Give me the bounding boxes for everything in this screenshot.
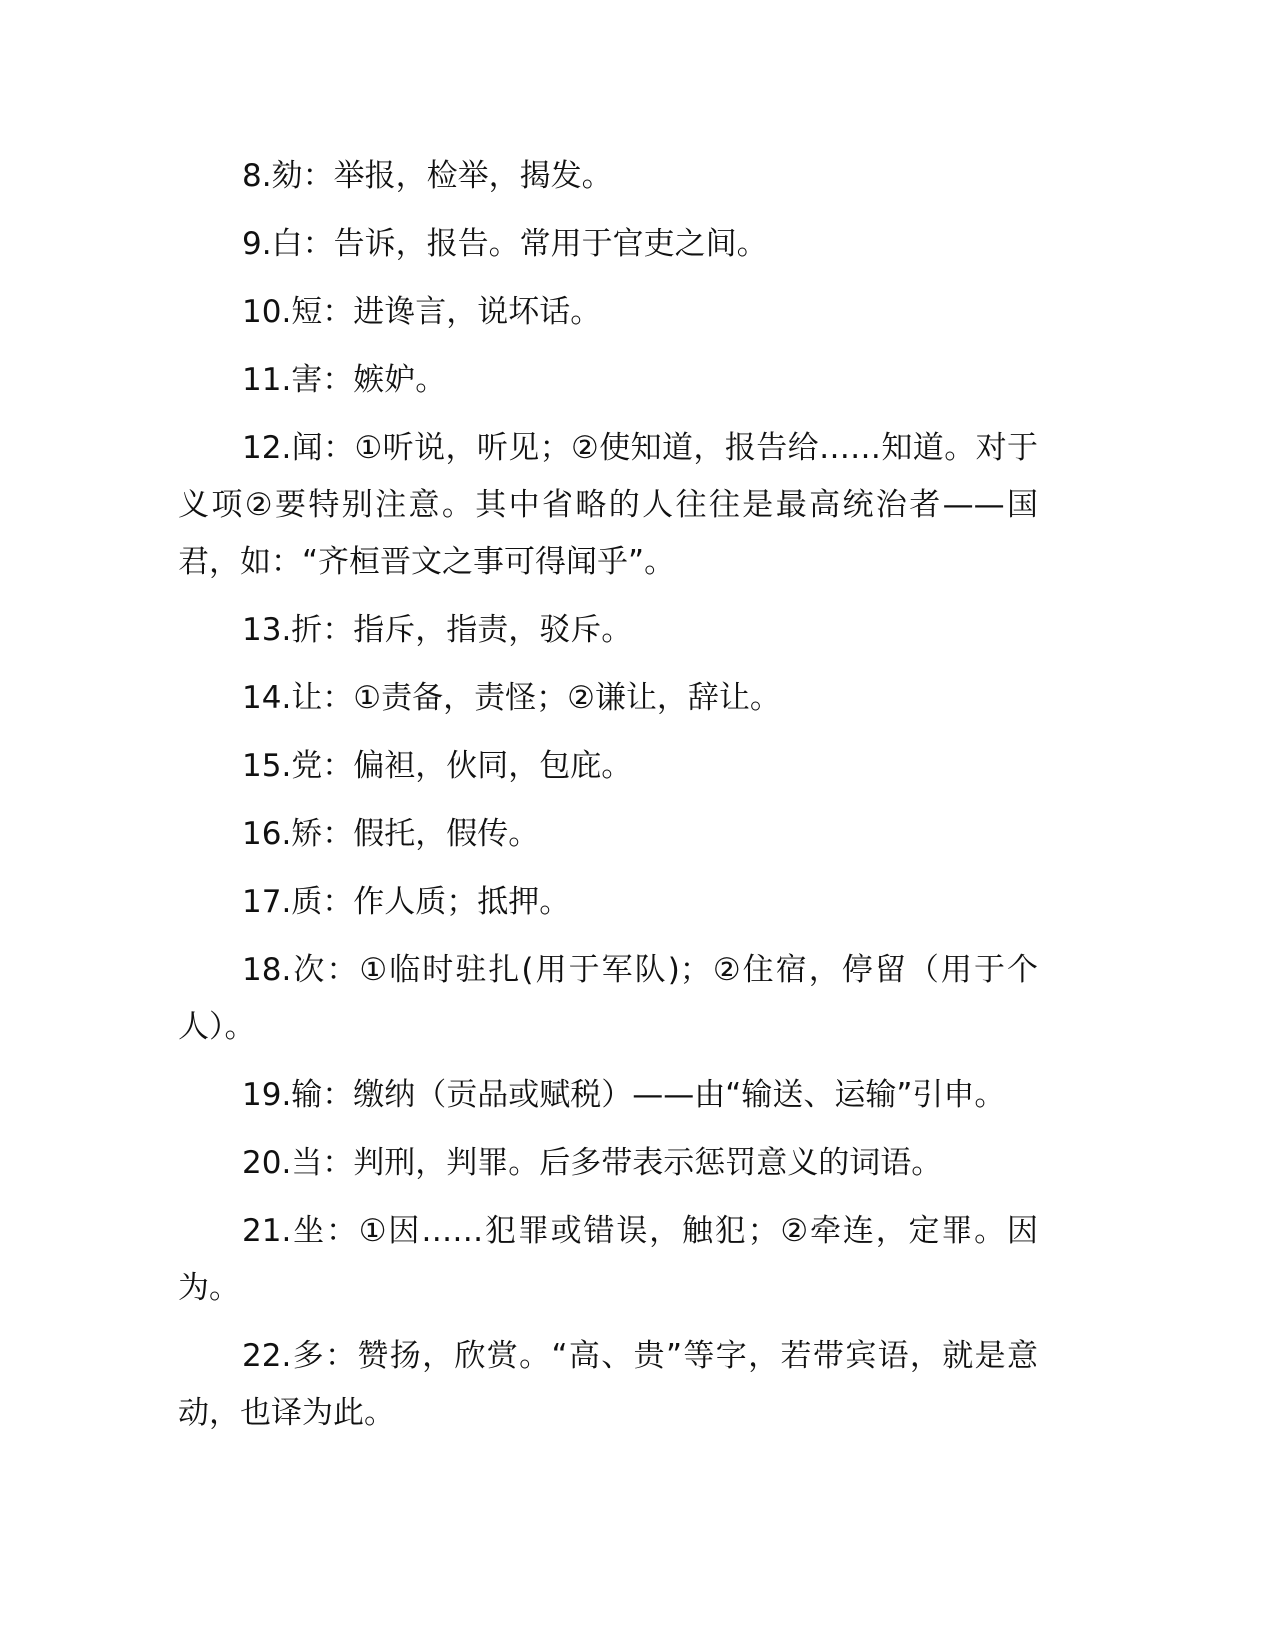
entry-17: 17.质：作人质；抵押。	[242, 884, 571, 920]
entry-13: 13.折：指斥，指责，驳斥。	[242, 612, 633, 648]
entry-14: 14.让：①责备，责怪；②谦让，辞让。	[242, 680, 781, 716]
entry-22: 22.多：赞扬，欣赏。“高、贵”等字，若带宾语，就是意动，也译为此。	[178, 1338, 1038, 1431]
document-page	[178, 148, 1038, 1453]
entry-19: 19.输：缴纳（贡品或赋税）——由“输送、运输”引申。	[242, 1077, 1006, 1113]
entry-15: 15.党：偏袒，伙同，包庇。	[242, 748, 633, 784]
entry-10: 10.短：进谗言，说坏话。	[242, 294, 602, 330]
entry-9: 9.白：告诉，报告。常用于官吏之间。	[242, 226, 768, 262]
entry-21: 21.坐：①因……犯罪或错误，触犯；②牵连，定罪。因为。	[178, 1213, 1038, 1306]
entry-20: 20.当：判刑，判罪。后多带表示惩罚意义的词语。	[242, 1145, 943, 1181]
entry-11: 11.害：嫉妒。	[242, 362, 447, 398]
entry-8: 8.劾：举报，检举，揭发。	[242, 158, 613, 194]
entry-18: 18.次：①临时驻扎(用于军队)；②住宿，停留（用于个人）。	[178, 952, 1038, 1045]
entry-12: 12.闻：①听说，听见；②使知道，报告给……知道。对于义项②要特别注意。其中省略的人往往是最高统治者——国君，如：“齐桓晋文之事可得闻乎”。	[178, 430, 1038, 580]
entry-16: 16.矫：假托，假传。	[242, 816, 540, 852]
